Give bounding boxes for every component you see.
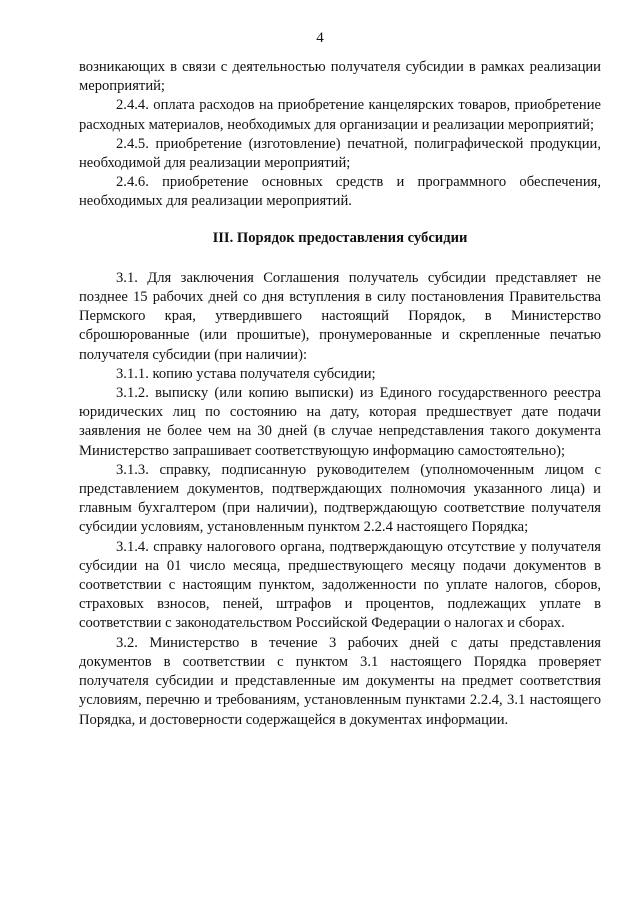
paragraph-2-4-6: 2.4.6. приобретение основных средств и программного обеспечения, необходимых для реализации мероприятий. <box>79 174 601 210</box>
paragraph-2-4-5: 2.4.5. приобретение (изготовление) печатной, полиграфической продукции, необходимой для реализации мероприятий; <box>79 135 601 172</box>
page-number: 4 <box>316 30 324 46</box>
paragraph-continuation: возникающих в связи с деятельностью получателя субсидии в рамках реализации мероприятий; <box>79 59 601 95</box>
paragraph-3-1-4: 3.1.4. справку налогового органа, подтверждающую отсутствие у получателя субсидии на 01 число месяца, предшествующего месяцу подачи документов в соответствии с настоящим пунктом, задолженности по уплате налогов, сборов, страховых взносов, пеней, штрафов и процентов, подлежащих уплате в соответствии с законодательством Российской Федерации о налогах и сборах. <box>79 538 601 632</box>
paragraph-3-1-2: 3.1.2. выписку (или копию выписки) из Единого государственного реестра юридических лиц по состоянию на дату, которая предшествует дате подачи заявления не более чем на 30 дней (в случае непредставления такого документа Министерство запрашивает соответствующую информацию самостоятельно); <box>79 385 601 459</box>
paragraph-3-1-1: 3.1.1. копию устава получателя субсидии; <box>116 365 376 382</box>
paragraph-3-1-3: 3.1.3. справку, подписанную руководителем (уполномоченным лицом с представлением документов, подтверждающих полномочия указанного лица) и главным бухгалтером (при наличии), подтверждающую соответствие получателя субсидии условиям, установленным пунктом 2.2.4 настоящего Порядка; <box>79 461 601 536</box>
section-heading: III. Порядок предоставления субсидии <box>212 229 468 246</box>
paragraph-3-1: 3.1. Для заключения Соглашения получатель субсидии представляет не позднее 15 рабочих дней со дня вступления в силу постановления Правительства Пермского края, утвердившего настоящий Порядок, в Министерство сброшюрованные (или прошитые), пронумерованные и скрепленные печатью получателя субсидии (при наличии): <box>79 269 601 363</box>
document-body <box>79 58 601 730</box>
paragraph-3-2: 3.2. Министерство в течение 3 рабочих дней с даты представления документов в соответствии с пунктом 3.1 настоящего Порядка проверяет получателя субсидии и представленные им документы на предмет соответствия условиям, перечню и требованиям, установленным пунктами 2.2.4, 3.1 настоящего Порядка, и достоверности содержащейся в документах информации. <box>79 634 601 728</box>
paragraph-2-4-4: 2.4.4. оплата расходов на приобретение канцелярских товаров, приобретение расходных материалов, необходимых для организации и реализации мероприятий; <box>79 97 601 133</box>
